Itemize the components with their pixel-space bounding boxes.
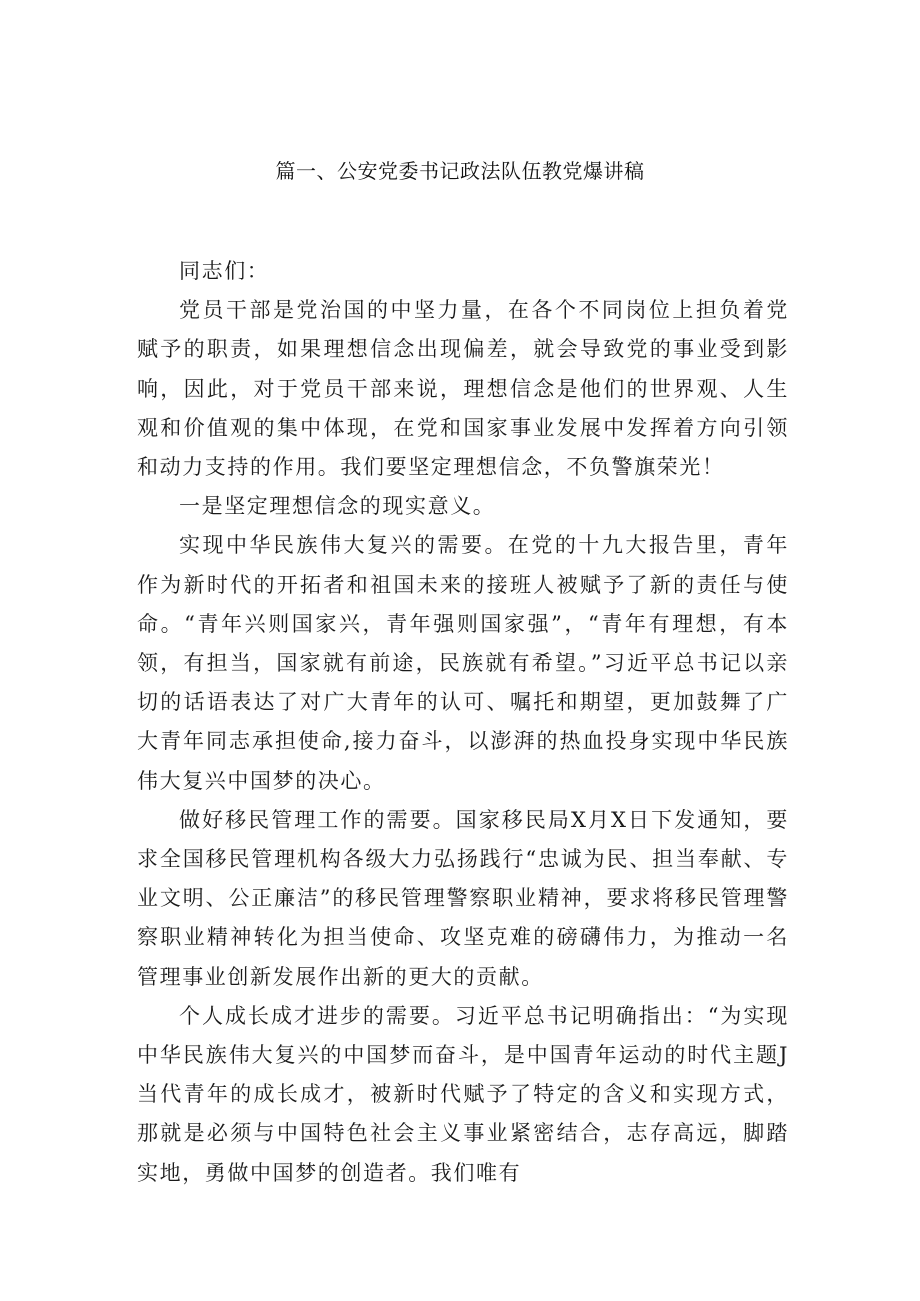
page-title: 篇一、公安党委书记政法队伍教党爆讲稿 [275,159,645,183]
greeting-paragraph: 同志们： [179,259,270,283]
section-heading-paragraph: 一是坚定理想信念的现实意义。 [179,494,496,519]
personal-growth-paragraph: 个人成长成才进步的需要。习近平总书记明确指出：“为实现中华民族伟大复兴的中国梦而奋斗，是中国青年运动的时代主题J当代青年的成长成才，被新时代赋予了特定的含义和实现方式，那就是必须与中国特色社会主义事业紧密结合，志存高远，脚踏实地，勇做中国梦的创造者。我们唯有 [137,1003,789,1185]
rejuvenation-paragraph: 实现中华民族伟大复兴的需要。在党的十九大报告里，青年作为新时代的开拓者和祖国未来的接班人被赋予了新的责任与使命。“青年兴则国家兴，青年强则国家强”，“青年有理想，有本领，有担当，国家就有前途，民族就有希望。”习近平总书记以亲切的话语表达了对广大青年的认可、嘱托和期望，更加鼓舞了广大青年同志承担使命,接力奋斗，以澎湃的热血投身实现中华民族伟大复兴中国梦的决心。 [137,533,789,793]
intro-paragraph: 党员干部是党治国的中坚力量，在各个不同岗位上担负着党赋予的职责，如果理想信念出现偏差，就会导致党的事业受到影响，因此，对于党员干部来说，理想信念是他们的世界观、人生观和价值观的集中体现，在党和国家事业发展中发挥着方向引领和动力支持的作用。我们要坚定理想信念，不负警旗荣光！ [137,298,789,480]
immigration-management-paragraph: 做好移民管理工作的需要。国家移民局X月X日下发通知，要求全国移民管理机构各级大力弘扬践行“忠诚为民、担当奉献、专业文明、公正廉洁”的移民管理警察职业精神，要求将移民管理警察职业精神转化为担当使命、攻坚克难的磅礴伟力，为推动一名管理事业创新发展作出新的更大的贡献。 [137,807,789,989]
document-body [137,252,789,1193]
